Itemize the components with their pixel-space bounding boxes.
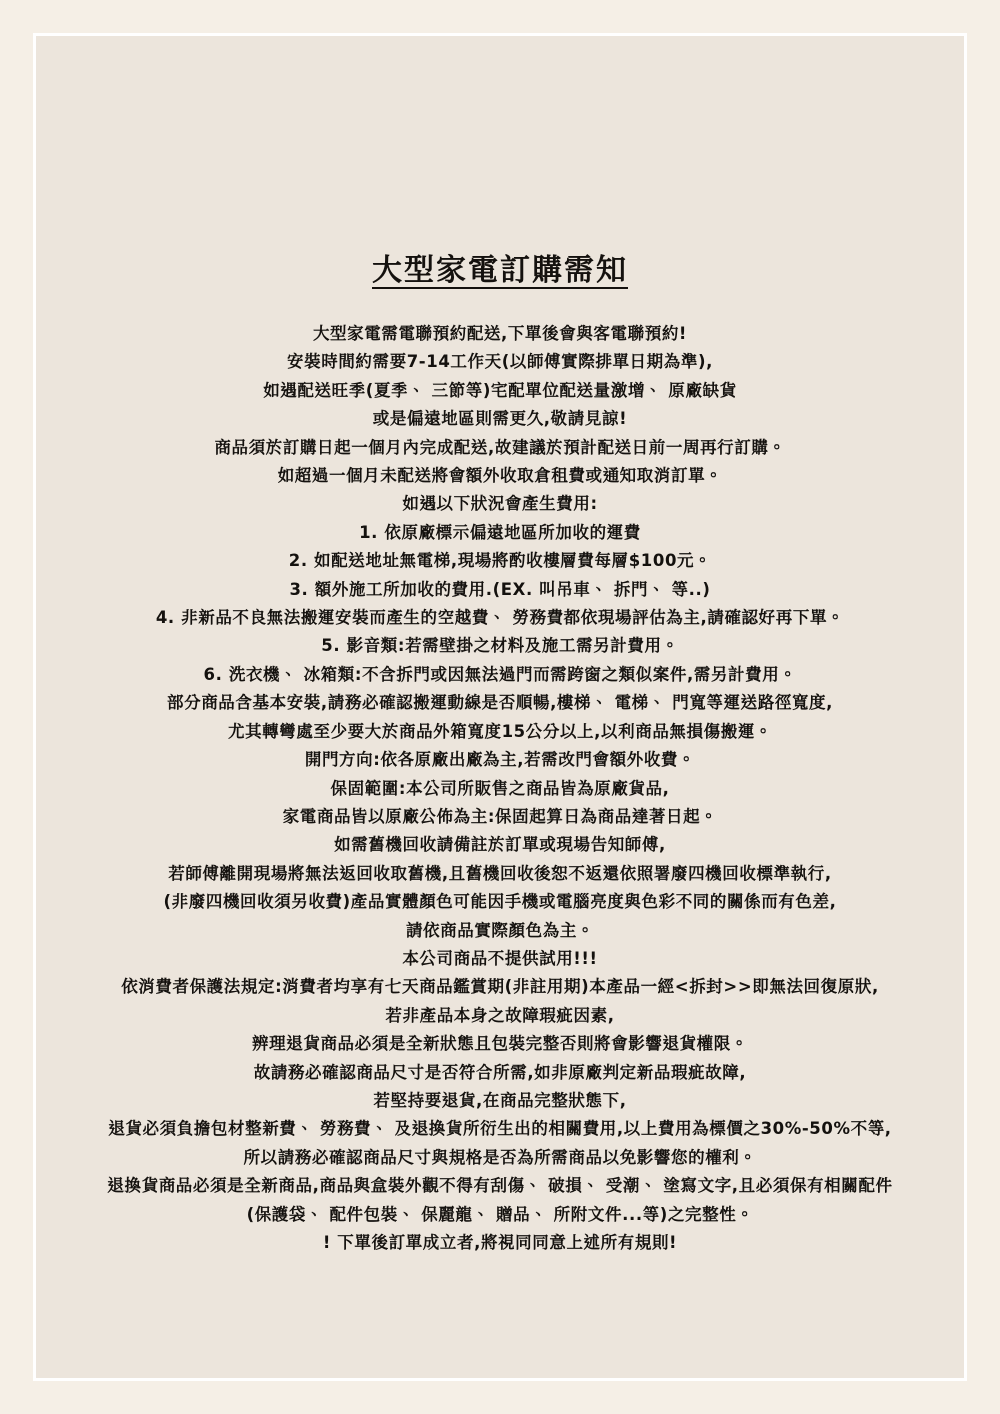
body-line: 若非產品本身之故障瑕疵因素,: [385, 1005, 615, 1025]
body-line: 5. 影音類:若需壁掛之材料及施工需另計費用。: [321, 636, 679, 656]
body-line: 商品須於訂購日起一個月內完成配送,故建議於預計配送日前一周再行訂購。: [214, 437, 786, 457]
body-line: 依消費者保護法規定:消費者均享有七天商品鑑賞期(非註用期)本產品一經<拆封>>即無法回復原狀,: [121, 977, 879, 997]
body-line: 2. 如配送地址無電梯,現場將酌收樓層費每層$100元。: [288, 551, 712, 571]
body-line: 本公司商品不提供試用!!!: [402, 948, 598, 968]
body-line: 若堅持要退貨,在商品完整狀態下,: [373, 1090, 627, 1110]
body-line: 如遇以下狀況會產生費用:: [402, 494, 598, 514]
document-body: [66, 320, 934, 1257]
body-line: 安裝時間約需要7-14工作天(以師傅實際排單日期為準),: [287, 352, 713, 372]
body-line: 如需舊機回收請備註於訂單或現場告知師傅,: [334, 835, 666, 855]
body-line: 大型家電需電聯預約配送,下單後會與客電聯預約!: [312, 324, 688, 343]
body-line: 開門方向:依各原廠出廠為主,若需改門會額外收費。: [304, 750, 696, 770]
body-line: (非廢四機回收須另收費)產品實體顏色可能因手機或電腦亮度與色彩不同的關係而有色差,: [163, 892, 837, 912]
body-line: ! 下單後訂單成立者,將視同同意上述所有規則!: [322, 1233, 678, 1252]
body-line: (保護袋、 配件包裝、 保麗龍、 贈品、 所附文件...等)之完整性。: [246, 1204, 754, 1224]
body-line: 部分商品含基本安裝,請務必確認搬運動線是否順暢,樓梯、 電梯、 門寬等運送路徑寬度,: [167, 693, 833, 713]
body-line: 如超過一個月未配送將會額外收取倉租費或通知取消訂單。: [277, 466, 723, 486]
body-line: 故請務必確認商品尺寸是否符合所需,如非原廠判定新品瑕疵故障,: [253, 1062, 747, 1082]
body-line: 1. 依原廠標示偏遠地區所加收的運費: [359, 522, 641, 542]
body-line: 辨理退貨商品必須是全新狀態且包裝完整否則將會影響退貨權限。: [252, 1034, 748, 1054]
body-line: 家電商品皆以原廠公佈為主:保固起算日為商品達著日起。: [282, 806, 718, 826]
body-line: 退貨必須負擔包材整新費、 勞務費、 及退換貨所衍生出的相關費用,以上費用為標價之30%-50%不等,: [108, 1119, 892, 1139]
body-line: 6. 洗衣機、 冰箱類:不含拆門或因無法過門而需跨窗之類似案件,需另計費用。: [203, 664, 797, 684]
body-line: 3. 額外施工所加收的費用.(EX. 叫吊車、 拆門、 等..): [289, 579, 711, 599]
body-line: 請依商品實際顏色為主。: [405, 920, 595, 940]
body-line: 若師傅離開現場將無法返回收取舊機,且舊機回收後恕不返還依照署廢四機回收標準執行,: [168, 863, 832, 883]
body-line: 尤其轉彎處至少要大於商品外箱寬度15公分以上,以利商品無損傷搬運。: [227, 721, 773, 741]
body-line: 4. 非新品不良無法搬運安裝而產生的空越費、 勞務費都依現場評估為主,請確認好再下單。: [155, 608, 845, 628]
document-frame: [33, 33, 967, 1381]
body-line: 如遇配送旺季(夏季、 三節等)宅配單位配送量激增、 原廠缺貨: [263, 380, 737, 400]
body-line: 或是偏遠地區則需更久,敬請見諒!: [372, 409, 628, 429]
page-title: 大型家電訂購需知: [372, 253, 628, 288]
body-line: 保固範圍:本公司所販售之商品皆為原廠貨品,: [330, 778, 670, 798]
body-line: 所以請務必確認商品尺寸與規格是否為所需商品以免影響您的權利。: [243, 1147, 757, 1167]
body-line: 退換貨商品必須是全新商品,商品與盒裝外觀不得有刮傷、 破損、 受潮、 塗寫文字,且必須保有相關配件: [107, 1176, 893, 1196]
